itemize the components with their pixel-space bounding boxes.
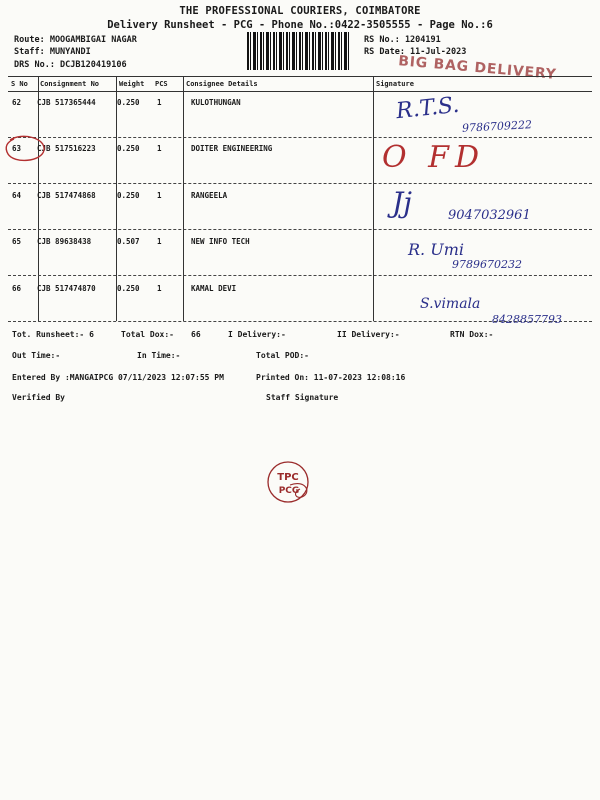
handwritten-phone: 8428857793: [492, 313, 562, 326]
row-pcs: 1: [157, 237, 162, 246]
barcode: [247, 32, 351, 70]
row-consignment-no: CJB 517516223: [37, 144, 96, 153]
column-divider: [373, 76, 374, 321]
handwritten-phone: 9789670232: [452, 258, 522, 271]
printed-on: Printed On: 11-07-2023 12:08:16: [256, 373, 406, 382]
handwritten-signature: R.T.S.: [394, 92, 461, 125]
company-title: THE PROFESSIONAL COURIERS, COIMBATORE: [179, 5, 421, 17]
ii-delivery-label: II Delivery:-: [337, 330, 400, 339]
verified-by-label: Verified By: [12, 393, 65, 402]
drs-number: DRS No.: DCJB120419106: [14, 60, 127, 70]
handwritten-phone: 9786709222: [461, 118, 533, 135]
route-label: Route: MOOGAMBIGAI NAGAR: [14, 35, 137, 45]
in-time-label: In Time:-: [137, 351, 181, 360]
table-top-border: [8, 76, 592, 77]
red-circle-mark: [2, 134, 50, 164]
row-divider: [8, 229, 592, 230]
column-header-pcs: PCS: [155, 80, 168, 88]
row-sno: 64: [12, 191, 22, 200]
row-consignee: KULOTHUNGAN: [191, 98, 241, 107]
row-sno: 66: [12, 284, 22, 293]
handwritten-signature: O FD: [382, 140, 485, 175]
row-weight: 0.250: [117, 98, 140, 107]
row-sno: 65: [12, 237, 22, 246]
handwritten-phone: 9047032961: [448, 208, 531, 223]
column-header-consignment: Consignment No: [40, 80, 100, 88]
row-consignment-no: CJB 89638438: [37, 237, 92, 246]
row-consignee: KAMAL DEVI: [191, 284, 237, 293]
total-dox-label: Total Dox:-: [121, 330, 174, 339]
total-pod-label: Total POD:-: [256, 351, 309, 360]
handwritten-signature: Jj: [392, 186, 412, 219]
row-sno: 63: [12, 144, 22, 153]
row-consignee: RANGEELA: [191, 191, 228, 200]
i-delivery-label: I Delivery:-: [228, 330, 286, 339]
row-weight: 0.250: [117, 144, 140, 153]
row-pcs: 1: [157, 144, 162, 153]
row-weight: 0.250: [117, 284, 140, 293]
row-pcs: 1: [157, 98, 162, 107]
row-sno: 62: [12, 98, 22, 107]
row-weight: 0.507: [117, 237, 140, 246]
staff-label: Staff: MUNYANDI: [14, 47, 91, 57]
total-dox-value: 66: [191, 330, 201, 339]
column-header-consignee: Consignee Details: [186, 80, 258, 88]
seal-text-top: TPC: [277, 472, 299, 483]
rs-date: RS Date: 11-Jul-2023: [364, 47, 467, 57]
row-pcs: 1: [157, 191, 162, 200]
staff-signature-label: Staff Signature: [266, 393, 339, 402]
column-header-signature: Signature: [376, 80, 414, 88]
big-bag-delivery-stamp: BIG BAG DELIVERY: [397, 53, 558, 83]
table-header-border: [8, 91, 592, 92]
seal-text-bottom: PCG: [278, 486, 300, 496]
row-divider: [8, 137, 592, 138]
column-divider: [183, 76, 184, 321]
runsheet-subtitle: Delivery Runsheet - PCG - Phone No.:0422-3505555 - Page No.:6: [107, 19, 493, 31]
row-pcs: 1: [157, 284, 162, 293]
row-consignment-no: CJB 517474870: [37, 284, 96, 293]
entered-by: Entered By :MANGAIPCG 07/11/2023 12:07:55 PM: [12, 373, 224, 382]
row-weight: 0.250: [117, 191, 140, 200]
company-seal: [262, 457, 326, 509]
out-time-label: Out Time:-: [12, 351, 61, 360]
handwritten-signature: R. Umi: [408, 240, 464, 259]
row-consignee: DOITER ENGINEERING: [191, 144, 273, 153]
column-header-sno: S No: [11, 80, 28, 88]
row-consignment-no: CJB 517474868: [37, 191, 96, 200]
handwritten-signature: S.vimala: [420, 296, 481, 312]
row-consignee: NEW INFO TECH: [191, 237, 250, 246]
rs-number: RS No.: 1204191: [364, 35, 441, 45]
rtn-dox-label: RTN Dox:-: [450, 330, 494, 339]
total-runsheet: Tot. Runsheet:- 6: [12, 330, 94, 339]
row-divider: [8, 275, 592, 276]
row-consignment-no: CJB 517365444: [37, 98, 96, 107]
column-header-weight: Weight: [119, 80, 145, 88]
row-divider: [8, 183, 592, 184]
